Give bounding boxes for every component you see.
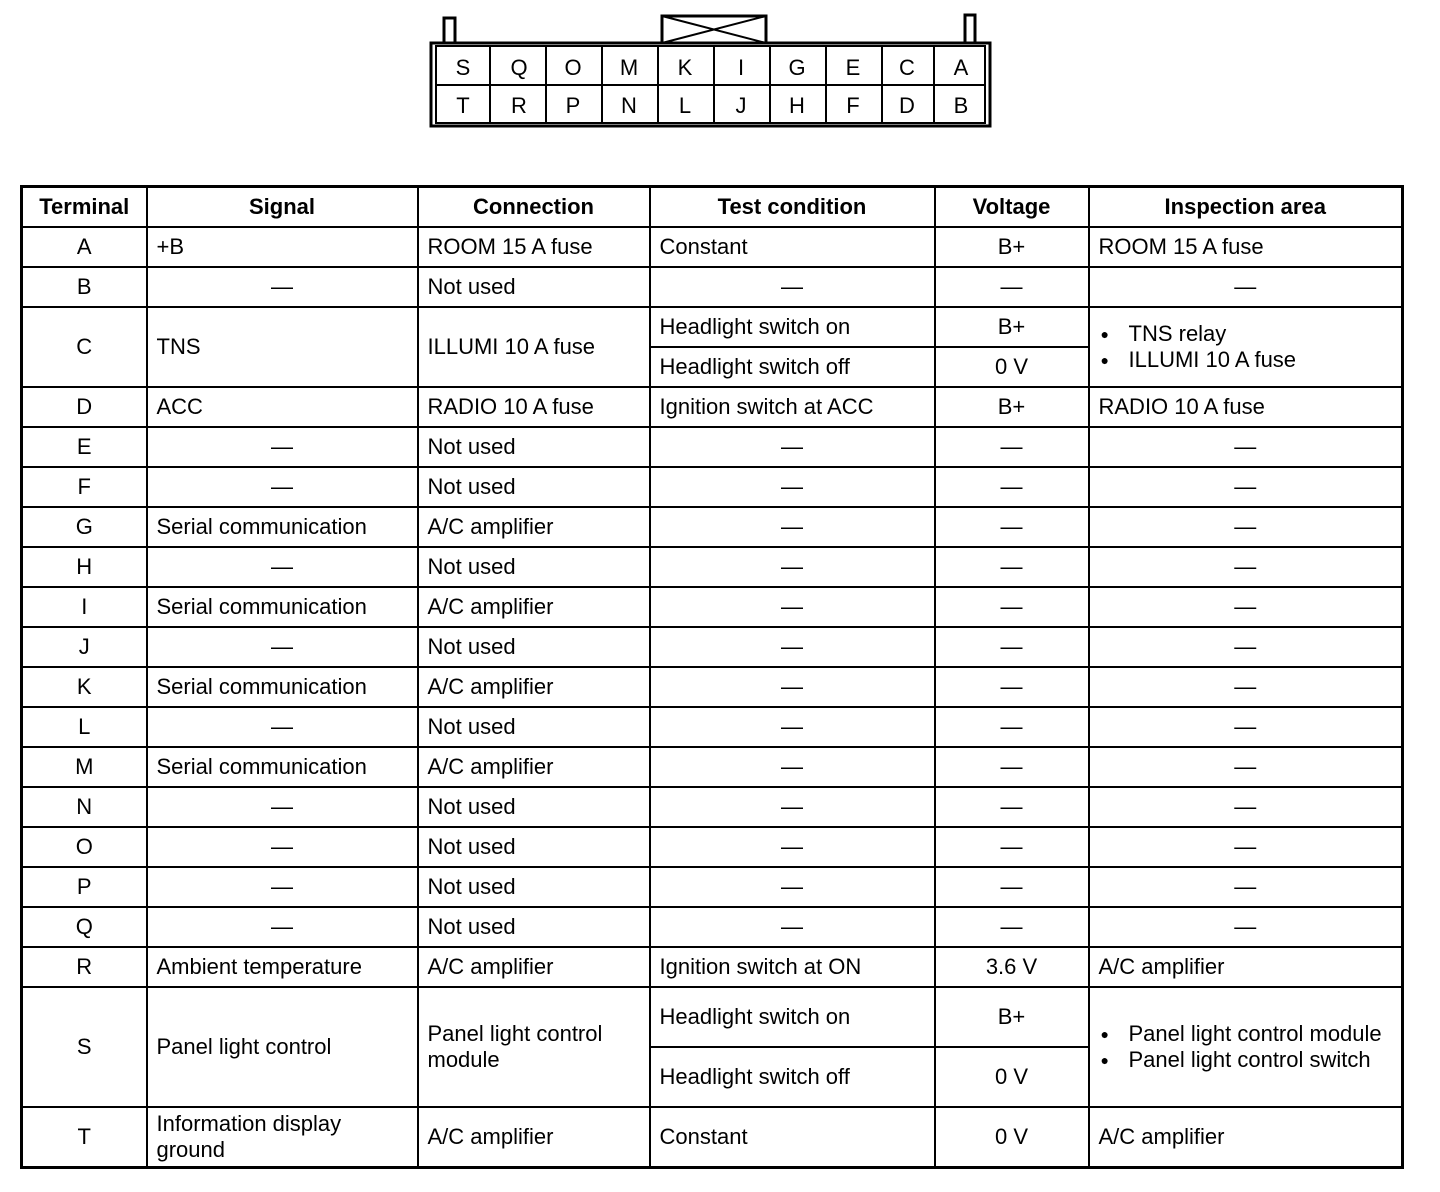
pin-Q: Q xyxy=(510,55,528,80)
inspection-cell xyxy=(1089,987,1403,1107)
inspection-cell: — xyxy=(1089,547,1403,587)
pin-G: G xyxy=(788,55,806,80)
signal-cell: — xyxy=(147,627,418,667)
pin-N: N xyxy=(621,93,637,118)
terminal-cell: F xyxy=(22,467,147,507)
condition-cell: — xyxy=(650,827,935,867)
terminal-cell: I xyxy=(22,587,147,627)
pin-B: B xyxy=(953,93,969,118)
pin-L: L xyxy=(678,93,692,118)
signal-cell: Ambient temperature xyxy=(147,947,418,987)
signal-cell: ACC xyxy=(147,387,418,427)
pin-E: E xyxy=(845,55,861,80)
table-row xyxy=(22,627,1403,667)
pin-P: P xyxy=(565,93,581,118)
connection-cell: ROOM 15 A fuse xyxy=(418,227,650,267)
condition-cell: — xyxy=(650,627,935,667)
terminal-cell: D xyxy=(22,387,147,427)
signal-cell: Serial communication xyxy=(147,507,418,547)
header-row xyxy=(22,187,1403,228)
voltage-cell: 0 V xyxy=(935,347,1089,387)
terminal-cell: J xyxy=(22,627,147,667)
table-row xyxy=(22,587,1403,627)
terminal-cell: Q xyxy=(22,907,147,947)
terminal-cell: G xyxy=(22,507,147,547)
inspection-cell: — xyxy=(1089,267,1403,307)
terminal-cell: A xyxy=(22,227,147,267)
voltage-cell: — xyxy=(935,267,1089,307)
inspection-cell: — xyxy=(1089,747,1403,787)
connector-diagram xyxy=(420,10,1000,135)
voltage-cell: — xyxy=(935,467,1089,507)
voltage-cell: — xyxy=(935,427,1089,467)
pin-K: K xyxy=(677,55,693,80)
inspection-cell: — xyxy=(1089,907,1403,947)
pin-T: T xyxy=(456,93,470,118)
terminal-cell: E xyxy=(22,427,147,467)
signal-cell: — xyxy=(147,267,418,307)
signal-cell: +B xyxy=(147,227,418,267)
inspection-cell: — xyxy=(1089,667,1403,707)
condition-cell: Headlight switch off xyxy=(650,1047,935,1107)
signal-cell: — xyxy=(147,787,418,827)
header-test-condition: Test condition xyxy=(650,187,935,228)
connection-cell: A/C amplifier xyxy=(418,507,650,547)
voltage-cell: 0 V xyxy=(935,1047,1089,1107)
table-row xyxy=(22,947,1403,987)
inspection-cell: — xyxy=(1089,707,1403,747)
signal-cell: Information display ground xyxy=(147,1107,418,1168)
table-row xyxy=(22,787,1403,827)
table-row xyxy=(22,987,1403,1047)
voltage-cell: B+ xyxy=(935,987,1089,1047)
pin-R: R xyxy=(511,93,527,118)
connection-cell: Not used xyxy=(418,867,650,907)
pin-S: S xyxy=(455,55,471,80)
inspection-list xyxy=(1099,321,1393,373)
voltage-cell: — xyxy=(935,867,1089,907)
connection-cell: Not used xyxy=(418,267,650,307)
terminal-cell: M xyxy=(22,747,147,787)
condition-cell: Constant xyxy=(650,227,935,267)
list-item: ● Panel light control module xyxy=(1099,1021,1393,1047)
inspection-cell: — xyxy=(1089,627,1403,667)
signal-cell: — xyxy=(147,547,418,587)
table-row xyxy=(22,667,1403,707)
signal-cell: Serial communication xyxy=(147,747,418,787)
condition-cell: Constant xyxy=(650,1107,935,1168)
signal-cell: — xyxy=(147,907,418,947)
connection-cell: Not used xyxy=(418,827,650,867)
signal-cell: — xyxy=(147,467,418,507)
terminal-cell: S xyxy=(22,987,147,1107)
connection-cell: A/C amplifier xyxy=(418,667,650,707)
condition-cell: — xyxy=(650,267,935,307)
voltage-cell: — xyxy=(935,787,1089,827)
pin-J: J xyxy=(735,93,747,118)
inspection-cell xyxy=(1089,307,1403,387)
signal-cell: — xyxy=(147,867,418,907)
condition-cell: Ignition switch at ON xyxy=(650,947,935,987)
header-terminal: Terminal xyxy=(22,187,147,228)
terminal-cell: O xyxy=(22,827,147,867)
terminal-cell: B xyxy=(22,267,147,307)
voltage-cell: — xyxy=(935,507,1089,547)
inspection-cell: — xyxy=(1089,467,1403,507)
condition-cell: Headlight switch on xyxy=(650,307,935,347)
voltage-cell: — xyxy=(935,667,1089,707)
connection-cell: Not used xyxy=(418,627,650,667)
table-row xyxy=(22,307,1403,347)
connection-cell: A/C amplifier xyxy=(418,747,650,787)
terminal-table xyxy=(20,185,1404,1169)
condition-cell: — xyxy=(650,427,935,467)
inspection-cell: — xyxy=(1089,587,1403,627)
header-connection: Connection xyxy=(418,187,650,228)
voltage-cell: B+ xyxy=(935,227,1089,267)
table-row xyxy=(22,707,1403,747)
condition-cell: — xyxy=(650,867,935,907)
inspection-cell: — xyxy=(1089,787,1403,827)
condition-cell: — xyxy=(650,587,935,627)
pin-I: I xyxy=(737,55,745,80)
terminal-cell: H xyxy=(22,547,147,587)
table-row xyxy=(22,227,1403,267)
connection-cell: A/C amplifier xyxy=(418,1107,650,1168)
connection-cell: Not used xyxy=(418,467,650,507)
voltage-cell: 0 V xyxy=(935,1107,1089,1168)
condition-cell: — xyxy=(650,507,935,547)
signal-cell: Serial communication xyxy=(147,667,418,707)
terminal-cell: N xyxy=(22,787,147,827)
signal-cell: — xyxy=(147,427,418,467)
condition-cell: — xyxy=(650,747,935,787)
connection-cell: Not used xyxy=(418,907,650,947)
pin-C: C xyxy=(899,55,915,80)
connection-cell: A/C amplifier xyxy=(418,587,650,627)
condition-cell: Ignition switch at ACC xyxy=(650,387,935,427)
voltage-cell: — xyxy=(935,747,1089,787)
pin-D: D xyxy=(899,93,915,118)
table-row xyxy=(22,547,1403,587)
table-row xyxy=(22,427,1403,467)
table-row xyxy=(22,907,1403,947)
voltage-cell: — xyxy=(935,827,1089,867)
voltage-cell: — xyxy=(935,587,1089,627)
list-item: ● ILLUMI 10 A fuse xyxy=(1099,347,1393,373)
table-row xyxy=(22,387,1403,427)
voltage-cell: B+ xyxy=(935,307,1089,347)
pin-H: H xyxy=(789,93,805,118)
inspection-cell: — xyxy=(1089,827,1403,867)
terminal-cell: L xyxy=(22,707,147,747)
connection-cell: ILLUMI 10 A fuse xyxy=(418,307,650,387)
inspection-list xyxy=(1099,1021,1393,1073)
header-signal: Signal xyxy=(147,187,418,228)
inspection-cell: ROOM 15 A fuse xyxy=(1089,227,1403,267)
pin-F: F xyxy=(846,93,860,118)
terminal-cell: R xyxy=(22,947,147,987)
inspection-cell: — xyxy=(1089,427,1403,467)
voltage-cell: — xyxy=(935,547,1089,587)
table-row xyxy=(22,1107,1403,1168)
terminal-table-container xyxy=(20,185,1401,1169)
terminal-cell: K xyxy=(22,667,147,707)
table-row xyxy=(22,467,1403,507)
table-row xyxy=(22,267,1403,307)
header-voltage: Voltage xyxy=(935,187,1089,228)
signal-cell: Serial communication xyxy=(147,587,418,627)
voltage-cell: — xyxy=(935,627,1089,667)
connection-cell: RADIO 10 A fuse xyxy=(418,387,650,427)
header-inspection-area: Inspection area xyxy=(1089,187,1403,228)
connection-cell: Not used xyxy=(418,787,650,827)
voltage-cell: 3.6 V xyxy=(935,947,1089,987)
table-row xyxy=(22,867,1403,907)
condition-cell: Headlight switch on xyxy=(650,987,935,1047)
connection-cell: Not used xyxy=(418,427,650,467)
inspection-cell: RADIO 10 A fuse xyxy=(1089,387,1403,427)
signal-cell: — xyxy=(147,827,418,867)
pin-M: M xyxy=(619,55,639,80)
voltage-cell: B+ xyxy=(935,387,1089,427)
list-item: ● Panel light control switch xyxy=(1099,1047,1393,1073)
inspection-cell: A/C amplifier xyxy=(1089,947,1403,987)
condition-cell: — xyxy=(650,907,935,947)
condition-cell: — xyxy=(650,787,935,827)
pin-A: A xyxy=(953,55,969,80)
signal-cell: TNS xyxy=(147,307,418,387)
terminal-cell: T xyxy=(22,1107,147,1168)
connection-cell: Not used xyxy=(418,707,650,747)
connection-cell: Panel light control module xyxy=(418,987,650,1107)
signal-cell: Panel light control xyxy=(147,987,418,1107)
terminal-cell: C xyxy=(22,307,147,387)
voltage-cell: — xyxy=(935,707,1089,747)
pin-O: O xyxy=(564,55,582,80)
table-row xyxy=(22,507,1403,547)
condition-cell: — xyxy=(650,707,935,747)
list-item: ● TNS relay xyxy=(1099,321,1393,347)
condition-cell: Headlight switch off xyxy=(650,347,935,387)
table-row xyxy=(22,747,1403,787)
condition-cell: — xyxy=(650,467,935,507)
signal-cell: — xyxy=(147,707,418,747)
connection-cell: A/C amplifier xyxy=(418,947,650,987)
connection-cell: Not used xyxy=(418,547,650,587)
inspection-cell: — xyxy=(1089,867,1403,907)
voltage-cell: — xyxy=(935,907,1089,947)
inspection-cell: A/C amplifier xyxy=(1089,1107,1403,1168)
terminal-cell: P xyxy=(22,867,147,907)
table-row xyxy=(22,827,1403,867)
condition-cell: — xyxy=(650,667,935,707)
inspection-cell: — xyxy=(1089,507,1403,547)
condition-cell: — xyxy=(650,547,935,587)
